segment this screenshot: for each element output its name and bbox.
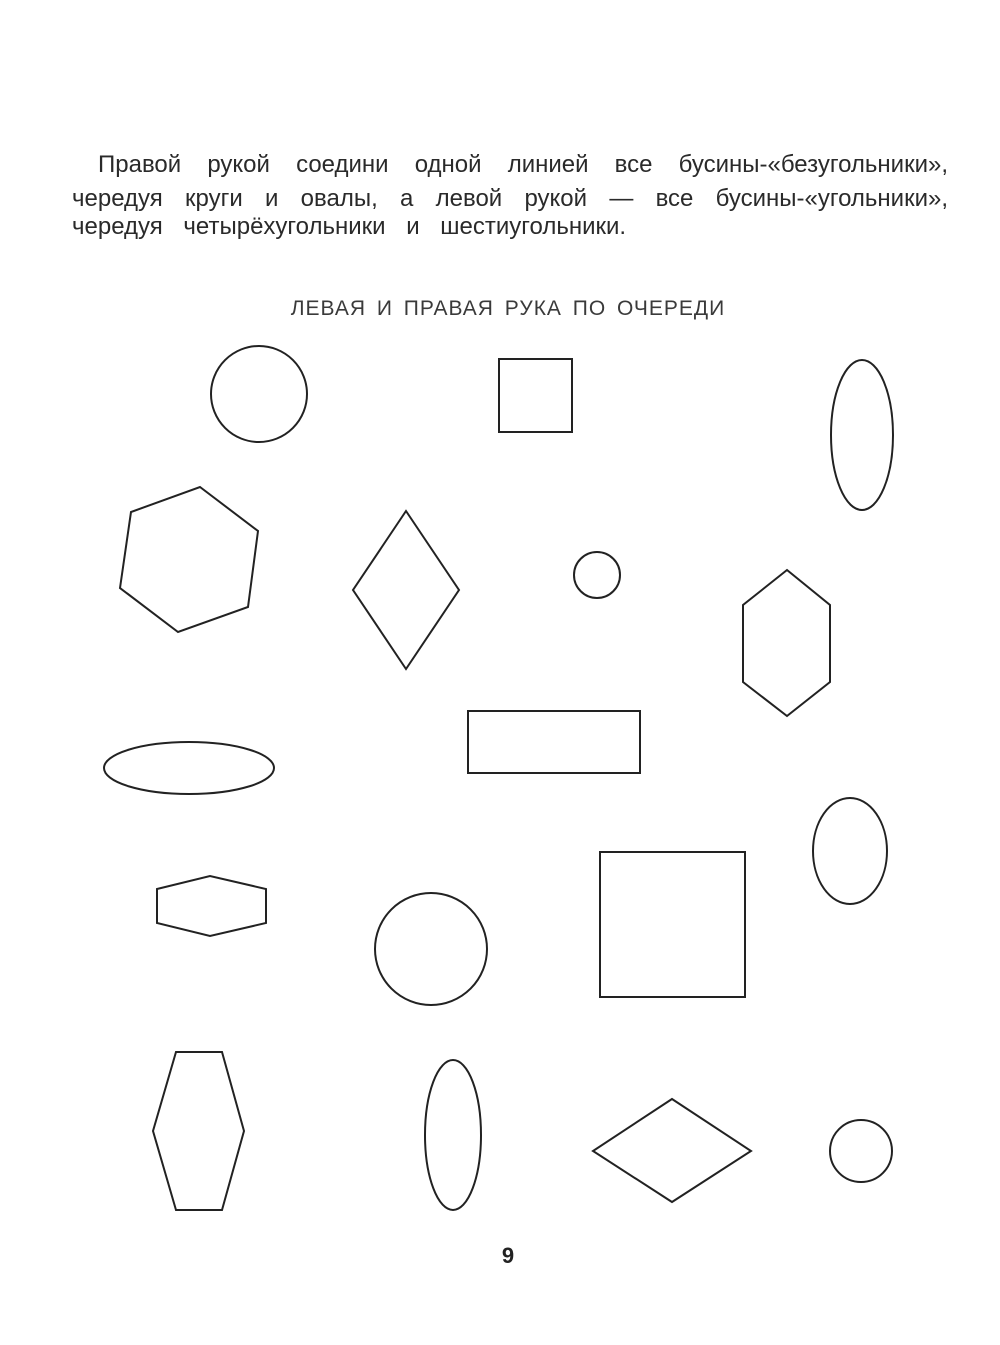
circle-bead[interactable] bbox=[375, 893, 487, 1005]
circle-bead[interactable] bbox=[211, 346, 307, 442]
instruction-line-2: чередуя круги и овалы, а левой рукой — все бусины-«угольники», bbox=[72, 185, 948, 212]
oval-bead[interactable] bbox=[425, 1060, 481, 1210]
hexagon-bead[interactable] bbox=[743, 570, 830, 716]
circle-bead[interactable] bbox=[574, 552, 620, 598]
square-bead[interactable] bbox=[499, 359, 572, 432]
instruction-line-1: Правой рукой соедини одной линией все бусины-«безугольники», bbox=[98, 151, 948, 178]
rhombus-bead[interactable] bbox=[353, 511, 459, 669]
oval-bead[interactable] bbox=[831, 360, 893, 510]
hexagon-bead[interactable] bbox=[153, 1052, 244, 1210]
square-bead[interactable] bbox=[600, 852, 745, 997]
oval-bead[interactable] bbox=[813, 798, 887, 904]
rectangle-bead[interactable] bbox=[468, 711, 640, 773]
hexagon-bead[interactable] bbox=[120, 487, 258, 632]
page-number: 9 bbox=[501, 1243, 515, 1268]
hexagon-bead[interactable] bbox=[157, 876, 266, 936]
circle-bead[interactable] bbox=[830, 1120, 892, 1182]
rhombus-bead[interactable] bbox=[593, 1099, 751, 1202]
exercise-subtitle: ЛЕВАЯ И ПРАВАЯ РУКА ПО ОЧЕРЕДИ bbox=[290, 297, 726, 320]
instruction-line-3: чередуя четырёхугольники и шестиугольники. bbox=[72, 213, 627, 240]
oval-bead[interactable] bbox=[104, 742, 274, 794]
